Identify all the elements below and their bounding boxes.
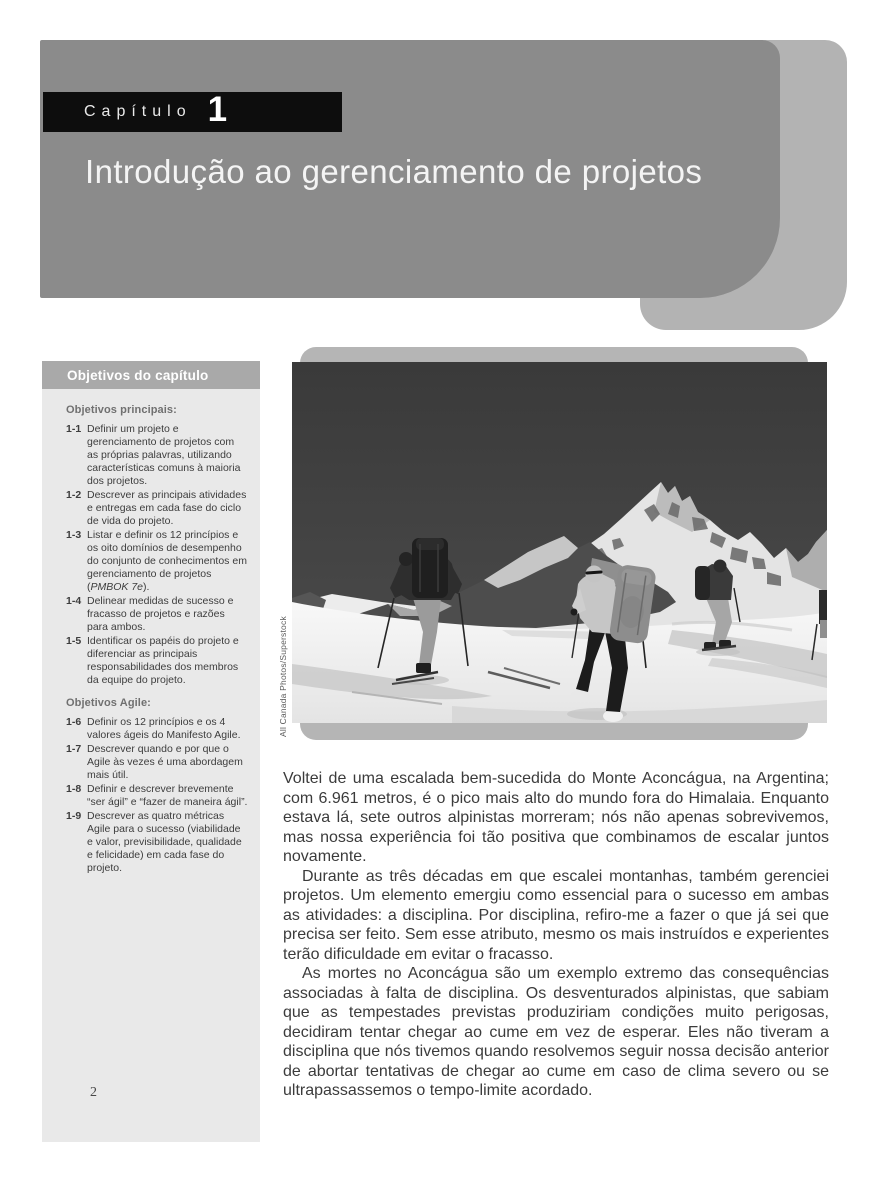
objective-number: 1-8	[66, 783, 82, 795]
objectives-group-heading: Objetivos principais:	[66, 404, 177, 416]
body-paragraph: Voltei de uma escalada bem-sucedida do Monte Aconcágua, na Argentina; com 6.961 metros, é o pico mais alto do mundo fora do Himalaia. Enquanto estava lá, sete outros alpinistas morreram; nós não apenas sobrevivemos, mas nossa experiência foi tão positiva que combinamos de escalar juntos novamente.	[283, 770, 829, 865]
body-paragraph: Durante as três décadas em que escalei montanhas, também gerenciei projetos. Um elemento emergiu como essencial para o sucesso em ambas as atividades: a disciplina. Por disciplina, refiro-me a fazer o que já sei que precisa ser feito. Sem esse atributo, mesmo os mais instruídos e experientes terão dificuldade em evitar o fracasso.	[283, 867, 830, 963]
body-paragraph: As mortes no Aconcágua são um exemplo extremo das consequências associadas à falta de disciplina. Os desventurados alpinistas, que sabiam que as tempestades previstas produziriam condições muito perigosas, decidiram tentar chegar ao cume em vez de esperar. Eles não tiveram a disciplina que nós tivemos quando resolvemos seguir nossa decisão anterior de abortar tentativas de chegar ao cume em caso de clima severo ou se ultrapassassemos o tempo-limite acordado.	[283, 965, 829, 1099]
objective-number: 1-6	[66, 716, 82, 728]
objective-text: Descrever as principais atividades e entregas em cada fase do ciclo de vida do projeto.	[87, 489, 247, 527]
objective-item	[66, 529, 248, 594]
page-number: 2	[90, 1085, 97, 1100]
objective-number: 1-5	[66, 635, 82, 647]
paragraph-container	[283, 769, 829, 1101]
objective-item	[66, 783, 248, 809]
objective-text: Delinear medidas de sucesso e fracasso de projetos e razões para ambos.	[87, 595, 234, 633]
objective-number: 1-1	[66, 423, 82, 435]
objective-text: Definir e descrever brevemente “ser ágil” e “fazer de maneira ágil”.	[87, 783, 248, 808]
objective-text: Definir os 12 princípios e os 4 valores ágeis do Manifesto Agile.	[87, 716, 241, 741]
chapter-header-panel	[40, 40, 780, 298]
objective-number: 1-4	[66, 595, 82, 607]
objectives-group-heading: Objetivos Agile:	[66, 697, 151, 709]
objective-item	[66, 716, 248, 742]
objective-text: Identificar os papéis do projeto e diferenciar as principais responsabilidades dos membros da equipe do projeto.	[87, 635, 239, 686]
sidebar-title: Objetivos do capítulo	[42, 361, 260, 389]
objective-item	[66, 595, 248, 634]
objective-text: Descrever quando e por que o Agile às vezes é uma abordagem mais útil.	[87, 743, 243, 781]
objective-number: 1-2	[66, 489, 82, 501]
objective-text: Descrever as quatro métricas Agile para o sucesso (viabilidade e valor, previsibilidade, qualidade e felicidade) em cada fase do projeto.	[87, 810, 242, 874]
objective-item	[66, 635, 248, 687]
chapter-title: Introdução ao gerenciamento de projetos	[85, 153, 703, 190]
objective-item	[66, 810, 248, 875]
chapter-number: 1	[207, 90, 228, 129]
objective-item	[66, 423, 248, 488]
mountaineering-photo	[292, 362, 827, 723]
objective-number: 1-7	[66, 743, 82, 755]
objective-item	[66, 743, 248, 782]
objective-item	[66, 489, 248, 528]
objectives-list	[42, 389, 260, 875]
chapter-label-box	[43, 92, 342, 132]
objectives-sidebar	[42, 361, 260, 1142]
objective-text: Listar e definir os 12 princípios e os oito domínios de desempenho do conjunto de conhecimentos em gerenciamento de projetos (PMBOK 7e).	[87, 529, 247, 593]
photo-credit: All Canada Photos/Superstock	[278, 616, 288, 737]
objective-number: 1-9	[66, 810, 82, 822]
chapter-label: Capítulo	[84, 103, 192, 120]
objective-text: Definir um projeto e gerenciamento de projetos com as próprias palavras, utilizando características comuns à maioria dos projetos.	[87, 423, 241, 487]
body-text	[283, 769, 829, 1101]
objective-number: 1-3	[66, 529, 82, 541]
